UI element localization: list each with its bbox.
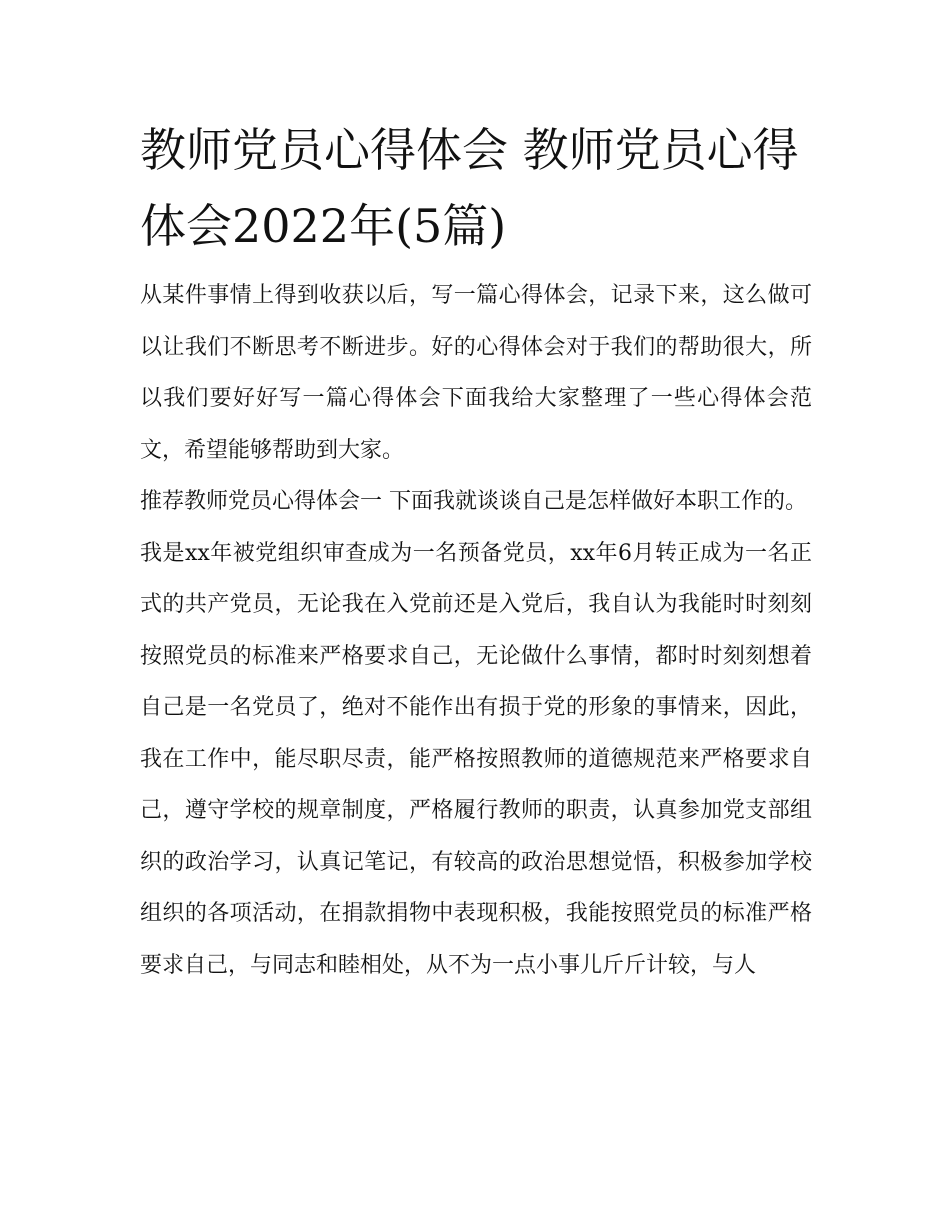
- paragraph: 从某件事情上得到收获以后，写一篇心得体会，记录下来，这么做可以让我们不断思考不断进步。好的心得体会对于我们的帮助很大，所以我们要好好写一篇心得体会下面我给大家整理了一些心得体会范文，希望能够帮助到大家。: [140, 283, 812, 463]
- paragraph: 推荐教师党员心得体会一 下面我就谈谈自己是怎样做好本职工作的。: [140, 489, 807, 514]
- document-body: [140, 270, 812, 991]
- document-page: [140, 112, 812, 991]
- paragraph: 我是xx年被党组织审查成为一名预备党员，xx年6月转正成为一名正式的共产党员，无论我在入党前还是入党后，我自认为我能时时刻刻按照党员的标准来严格要求自己，无论做什么事情，都时时刻刻想着自己是一名党员了，绝对不能作出有损于党的形象的事情来，因此，我在工作中，能尽职尽责，能严格按照教师的道德规范来严格要求自己，遵守学校的规章制度，严格履行教师的职责，认真参加党支部组织的政治学习，认真记笔记，有较高的政治思想觉悟，积极参加学校组织的各项活动，在捐款捐物中表现积极，我能按照党员的标准严格要求自己，与同志和睦相处，从不为一点小事儿斤斤计较，与人: [140, 540, 812, 978]
- document-title: 教师党员心得体会 教师党员心得体会2022年(5篇): [140, 123, 799, 253]
